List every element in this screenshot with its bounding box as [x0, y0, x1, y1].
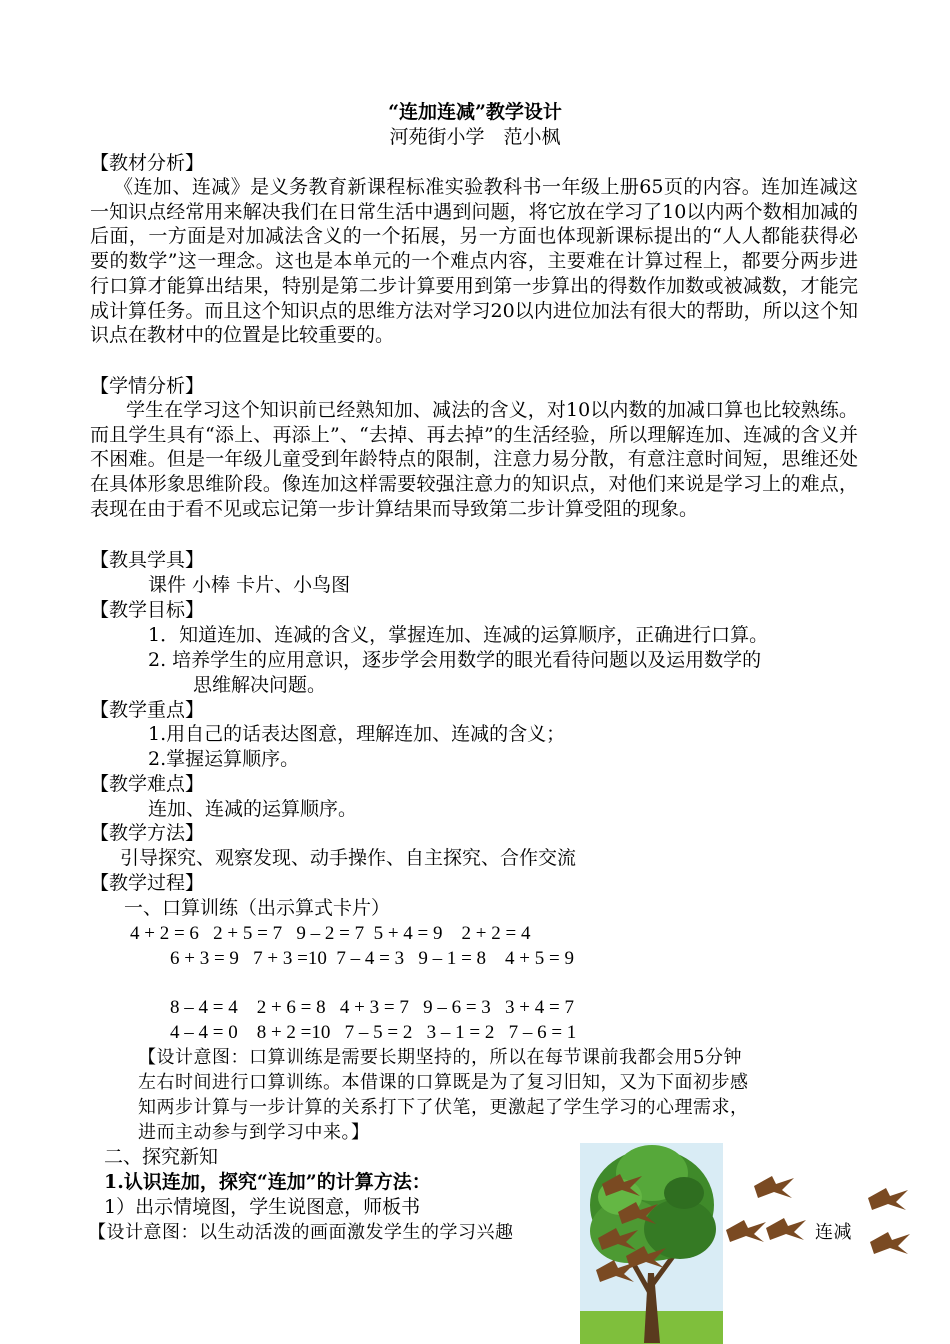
heading-process: 【教学过程】 [90, 872, 205, 894]
goal-2-continued: 思维解决问题。 [193, 674, 327, 696]
tools-text: 课件 小棒 卡片、小鸟图 [148, 574, 351, 596]
difficulty-text: 连加、连减的运算顺序。 [148, 798, 358, 820]
heading-students: 【学情分析】 [90, 375, 205, 397]
bird-icon [594, 1256, 638, 1286]
paragraph-material: 《连加、连减》是义务教育新课程标准实验教科书一年级上册65页的内容。连加连减这一知识点经常用来解决我们在日常生活中遇到问题，将它放在学习了10以内两个数相加减的后面，一方面是对加减法含义的一个拓展，另一方面也体现新课标提出的“人人都能获得必要的数学”这一理念。这也是本单元的一个难点内容，主要难在计算过程上，都要分两步进行口算才能算出结果，特别是第二步计算要用到第一步算出的得数作加数或被减数，才能完成计算任务。而且这个知识点的思维方法对学习20以内进位加法有很大的帮助，所以这个知识点在教材中的位置是比较重要的。 [90, 176, 858, 347]
calc-row-3: 8 – 4 = 4 2 + 6 = 8 4 + 3 = 7 9 – 6 = 3 3 + 4 = 7 [170, 997, 574, 1018]
author-line: 河苑街小学 范小枫 [389, 126, 561, 148]
document-title: “连加连减”教学设计 [388, 101, 562, 123]
design-intent-1-line-4: 进而主动参与到学习中来。】 [138, 1122, 370, 1143]
design-intent-1-line-1: 【设计意图：口算训练是需要长期坚持的，所以在每节课前我都会用5分钟 [138, 1047, 742, 1068]
calc-row-2: 6 + 3 = 9 7 + 3 =10 7 – 4 = 3 9 – 1 = 8 4 + 5 = 9 [170, 948, 574, 969]
bird-icon [868, 1228, 912, 1258]
step-1-heading: 一、口算训练（出示算式卡片） [124, 897, 391, 919]
design-intent-1-line-3: 知两步计算与一步计算的关系打下了伏笔，更激起了学生学习的心理需求， [138, 1097, 749, 1118]
bird-icon [724, 1216, 768, 1246]
bird-icon [866, 1184, 910, 1214]
bird-icon [752, 1172, 796, 1202]
design-intent-2-right: 连减 [815, 1222, 852, 1243]
calc-row-1: 4 + 2 = 6 2 + 5 = 7 9 – 2 = 7 5 + 4 = 9 2 + 2 = 4 [130, 923, 531, 944]
design-intent-1-line-2: 左右时间进行口算训练。本借课的口算既是为了复习旧知，又为下面初步感 [138, 1072, 749, 1093]
heading-methods: 【教学方法】 [90, 822, 205, 844]
heading-tools: 【教具学具】 [90, 549, 205, 571]
goal-2: 2. 培养学生的应用意识，逐步学会用数学的眼光看待问题以及运用数学的 [148, 649, 762, 671]
paragraph-students: 学生在学习这个知识前已经熟知加、减法的含义，对10以内数的加减口算也比较熟练。而且学生具有“添上、再添上”、“去掉、再去掉”的生活经验，所以理解连加、连减的含义并不困难。但是一年级儿童受到年龄特点的限制，注意力易分散，有意注意时间短，思维还处在具体形象思维阶段。像连加这样需要较强注意力的知识点，对他们来说是学习上的难点，表现在由于看不见或忘记第一步计算结果而导致第二步计算受阻的现象。 [90, 399, 858, 520]
bird-icon [600, 1170, 644, 1200]
key-point-2: 2.掌握运算顺序。 [148, 748, 300, 770]
step-2-heading: 二、探究新知 [104, 1146, 219, 1168]
bird-icon [764, 1214, 808, 1244]
heading-material: 【教材分析】 [90, 152, 205, 174]
calc-row-4: 4 – 4 = 0 8 + 2 =10 7 – 5 = 2 3 – 1 = 2 7 – 6 = 1 [170, 1022, 577, 1043]
step-2-subheading: 1.认识连加，探究“连加”的计算方法： [104, 1171, 431, 1193]
heading-goals: 【教学目标】 [90, 599, 205, 621]
methods-text: 引导探究、观察发现、动手操作、自主探究、合作交流 [120, 847, 577, 869]
goal-1: 1．知道连加、连减的含义，掌握连加、连减的运算顺序，正确进行口算。 [148, 624, 769, 646]
heading-difficulty: 【教学难点】 [90, 773, 205, 795]
heading-key-points: 【教学重点】 [90, 699, 205, 721]
key-point-1: 1.用自己的话表达图意，理解连加、连减的含义； [148, 723, 566, 745]
design-intent-2-left: 【设计意图：以生动活泼的画面激发学生的学习兴趣 [88, 1222, 514, 1243]
step-2-item-1: 1）出示情境图，学生说图意，师板书 [104, 1196, 421, 1218]
